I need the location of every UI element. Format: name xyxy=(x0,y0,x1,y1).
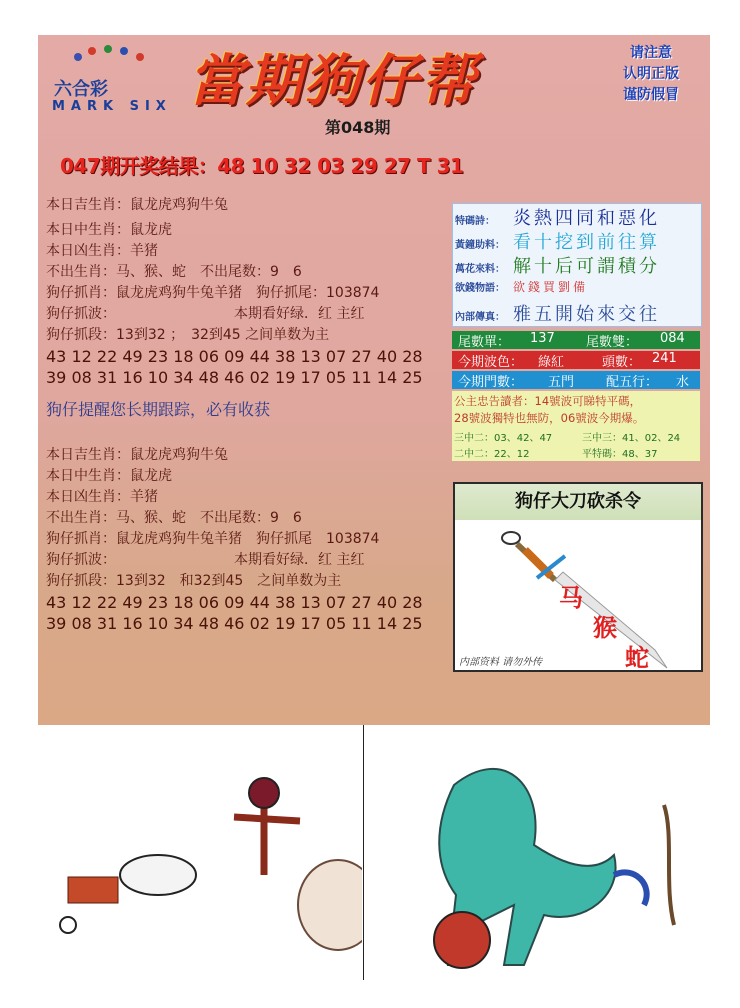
notice-badge xyxy=(606,43,696,106)
lucky-row xyxy=(46,195,423,216)
poem-label: 內部傳真： xyxy=(455,312,505,323)
poem-text: 欲錢買劉備 xyxy=(513,280,589,294)
tip-line-1: 公主忠告讀者：14號波可睇特平碼， xyxy=(454,394,642,408)
knife-illustration xyxy=(455,520,701,670)
stat-value: 綠紅 xyxy=(538,355,565,370)
row-value: 鼠龙虎鸡狗牛兔 xyxy=(130,447,228,463)
mid-row xyxy=(46,220,423,241)
notice-line-3: 谨防假冒 xyxy=(623,87,679,103)
logo-mark: MARK SIX xyxy=(52,99,172,114)
animal-3: 蛇 xyxy=(625,644,649,670)
poem-text: 解十后可謂積分 xyxy=(513,256,660,277)
numbers-row-2: 39 08 31 16 10 34 48 46 02 19 17 05 11 14 25 xyxy=(46,368,423,387)
grab-row: 狗仔抓肖：鼠龙虎鸡狗牛兔羊猪 狗仔抓尾：103874 xyxy=(46,285,380,301)
stat-label: 尾數雙： xyxy=(586,335,639,350)
stat-row-tail xyxy=(452,331,700,349)
stat-row-door xyxy=(452,371,700,389)
dragon-horse-illustration xyxy=(364,725,711,980)
stat-value: 137 xyxy=(530,331,555,346)
stat-row-color xyxy=(452,351,700,369)
row-value: 羊猪 xyxy=(130,243,158,259)
numbers-row-2: 39 08 31 16 10 34 48 46 02 19 17 05 11 14 25 xyxy=(46,614,423,633)
row-value: 鼠龙虎 xyxy=(130,222,172,238)
numbers-row-1: 43 12 22 49 23 18 06 09 44 38 13 07 27 40 28 xyxy=(46,347,423,366)
row-label: 狗仔抓波： xyxy=(46,552,116,568)
row-value: 本期看好绿．红 主红 xyxy=(234,306,365,322)
poem-label: 欲錢物語： xyxy=(455,283,505,294)
segment-row: 狗仔抓段：13到32 和32到45 之间单数为主 xyxy=(46,573,342,589)
tips-box xyxy=(452,391,700,461)
row-label: 本日吉生肖： xyxy=(46,197,130,213)
row-value: 羊猪 xyxy=(130,489,158,505)
row-label: 本日中生肖： xyxy=(46,468,130,484)
draw-result: 047期开奖结果：48 10 32 03 29 27 T 31 xyxy=(60,154,464,178)
cartoon-left xyxy=(38,725,362,980)
stat-label: 配五行： xyxy=(606,375,659,390)
numbers-row-1: 43 12 22 49 23 18 06 09 44 38 13 07 27 40 28 xyxy=(46,593,423,612)
row-label: 狗仔抓波： xyxy=(46,306,116,322)
stat-label: 今期門數： xyxy=(458,375,524,390)
mark-six-logo xyxy=(44,39,179,119)
poem-line-3 xyxy=(455,252,660,276)
row-value: 本期看好绿．红 主红 xyxy=(234,552,365,568)
pick-3-2: 三中二：03、42、47 xyxy=(454,433,553,444)
notice-line-2: 认明正版 xyxy=(623,66,679,82)
poem-line-1 xyxy=(455,204,660,228)
stat-value: 084 xyxy=(660,331,685,346)
prediction-block-2 xyxy=(46,445,423,634)
pick-2-2: 二中二：22、12 xyxy=(454,449,530,460)
knife-footer: 内部资料 请勿外传 xyxy=(459,657,543,668)
stat-label: 尾數單： xyxy=(458,335,511,350)
grab-row: 狗仔抓肖：鼠龙虎鸡狗牛兔羊猪 狗仔抓尾 103874 xyxy=(46,531,380,547)
lucky-row xyxy=(46,445,423,466)
dog-cartoon-illustration xyxy=(38,725,362,980)
wave-row xyxy=(46,304,423,325)
stat-label: 頭數： xyxy=(602,355,642,370)
row-label: 本日凶生肖： xyxy=(46,489,130,505)
row-label: 本日吉生肖： xyxy=(46,447,130,463)
row-label: 本日凶生肖： xyxy=(46,243,130,259)
notout-row: 不出生肖：马、猴、蛇 不出尾数：9 6 xyxy=(46,510,302,526)
tip-line-2: 28號波獨特也無防，06號波今期爆。 xyxy=(454,411,645,425)
poem-line-4 xyxy=(455,276,588,300)
animal-2: 猴 xyxy=(593,614,617,642)
wave-row xyxy=(46,550,423,571)
poem-label: 萬花來料： xyxy=(455,264,505,275)
knife-card xyxy=(453,482,703,672)
stat-value: 水 xyxy=(676,375,690,390)
poem-text: 炎熱四同和惡化 xyxy=(513,208,660,229)
page-title: 當期狗仔帮 xyxy=(188,48,478,114)
animal-1: 马 xyxy=(559,584,583,612)
logo-text: 六合彩 xyxy=(54,79,108,100)
flat-special: 平特碼：48、37 xyxy=(582,449,658,460)
poem-box xyxy=(452,203,702,327)
poster-panel xyxy=(38,35,710,725)
poem-label: 黃鐘助料： xyxy=(455,240,505,251)
stat-value: 241 xyxy=(652,351,677,366)
notice-line-1: 请注意 xyxy=(630,45,672,61)
cartoon-right xyxy=(363,725,711,980)
issue-number: 第048期 xyxy=(325,118,391,137)
poem-label: 特碼詩： xyxy=(455,216,495,227)
row-value: 鼠龙虎鸡狗牛兔 xyxy=(130,197,228,213)
bad-row xyxy=(46,241,423,262)
stat-value: 五門 xyxy=(548,375,575,390)
row-label: 本日中生肖： xyxy=(46,222,130,238)
knife-title: 狗仔大刀砍杀令 xyxy=(455,484,701,520)
knife-ring-icon xyxy=(502,532,520,544)
pick-3-3: 三中三：41、02、24 xyxy=(582,433,681,444)
row-value: 鼠龙虎 xyxy=(130,468,172,484)
poem-text: 看十挖到前往算 xyxy=(513,232,660,253)
notout-row: 不出生肖：马、猴、蛇 不出尾数：9 6 xyxy=(46,264,302,280)
poem-line-2 xyxy=(455,228,660,252)
mid-row xyxy=(46,466,423,487)
bad-row xyxy=(46,487,423,508)
segment-row: 狗仔抓段：13到32 ； 32到45 之间单数为主 xyxy=(46,327,330,343)
poem-line-5 xyxy=(455,300,660,324)
remind-text: 狗仔提醒您长期跟踪，必有收获 xyxy=(46,400,271,419)
stat-label: 今期波色： xyxy=(458,355,524,370)
prediction-block-1 xyxy=(46,195,423,388)
poem-text: 雅五開始來交往 xyxy=(513,304,660,325)
